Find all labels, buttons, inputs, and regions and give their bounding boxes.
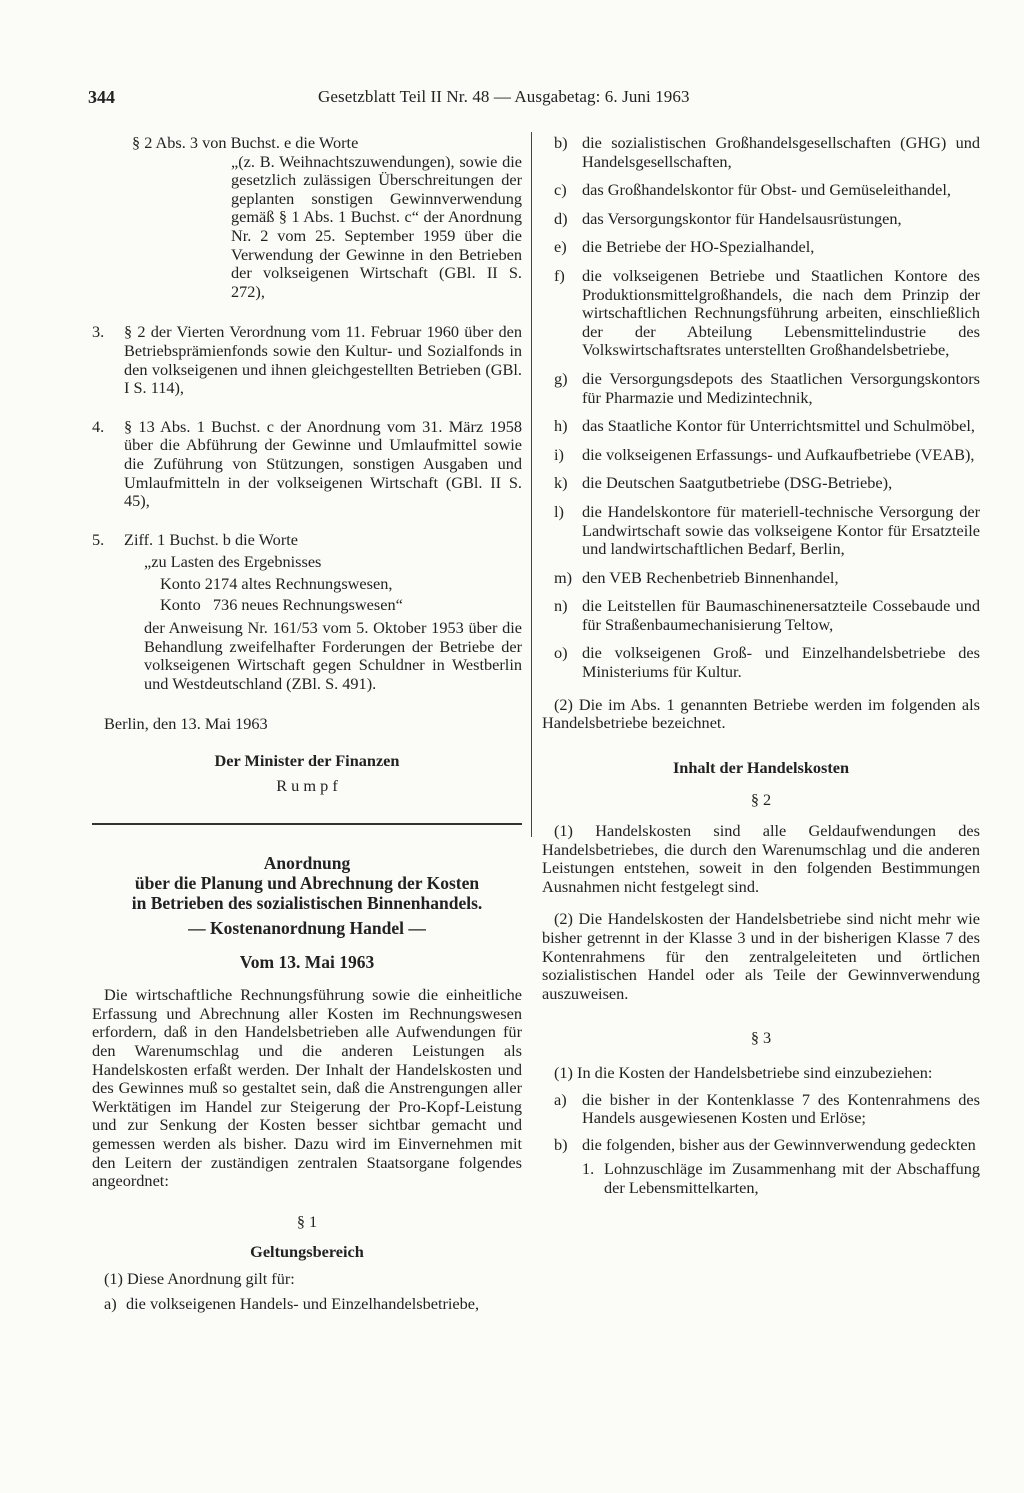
item-text: § 13 Abs. 1 Buchst. c der Anordnung vom 31. März 1958 über die Abführung der Gewinne und Umlaufmittel sowie die Zuführung von Stützungen, sonstigen Ausgaben und Umlaufmitteln in der volkseigenen Wirtschaft (GBl. II S. 45), (124, 416, 522, 511)
list-item (542, 1091, 980, 1128)
section-2: § 2 (750, 790, 772, 810)
ordinance-date: Vom 13. Mai 1963 (239, 952, 375, 973)
item-label: i) (554, 444, 564, 464)
item-text: das Versorgungskontor für Handelsausrüstungen, (582, 208, 902, 228)
quote-line: Konto 736 neues Rechnungswesen“ (160, 595, 403, 615)
section-2-para-1: (1) Handelskosten sind alle Geldaufwendungen des Handelsbetriebes, die durch den Warenumschlag und die anderen Leistungen entstehen, soweit in den folgenden Bestimmungen Ausnahmen nicht festgelegt sind. (542, 821, 980, 896)
item-label: g) (554, 368, 568, 388)
item-label: l) (554, 501, 564, 521)
item-label: a) (554, 1089, 567, 1109)
page-number: 344 (88, 87, 115, 107)
item-label: b) (554, 133, 568, 152)
item-label: a) (104, 1293, 117, 1313)
item-text: die Versorgungsdepots des Staatlichen Versorgungskontors für Pharmazie und Medizintechnik, (582, 368, 980, 407)
list-item (542, 417, 980, 436)
item-text: die volkseigenen Groß- und Einzelhandelsbetriebe des Ministeriums für Kultur. (582, 643, 980, 682)
item5-rest: der Anweisung Nr. 161/53 vom 5. Oktober 1953 über die Behandlung zweifelhafter Forderungen der Betriebe der volkseigenen Wirtschaft gegen Schuldner in Westberlin und Westdeutschland (ZBl. S. 491). (144, 618, 522, 693)
section2-intro: § 2 Abs. 3 von Buchst. e die Worte (132, 133, 359, 152)
item-text: die Leitstellen für Baumaschinenersatzteile Cossebaude und für Straßenbaumechanisierung Teltow, (582, 596, 980, 634)
item-text: die sozialistischen Großhandelsgesellschaften (GHG) und Handelsgesellschaften, (582, 133, 980, 171)
list-item (92, 418, 522, 511)
item-text: die Betriebe der HO-Spezialhandel, (582, 237, 815, 257)
section-3: § 3 (750, 1028, 772, 1048)
list-item (542, 503, 980, 559)
item-label: h) (554, 416, 568, 436)
item-label: e) (554, 237, 567, 257)
place-date: Berlin, den 13. Mai 1963 (104, 714, 268, 734)
list-item (542, 569, 980, 588)
title-line-2: über die Planung und Abrechnung der Kosten (134, 873, 480, 894)
section-1-title: Geltungsbereich (250, 1242, 364, 1262)
list-item (542, 210, 980, 229)
title-line-1: Anordnung (263, 853, 351, 874)
list-item (542, 267, 980, 360)
item-text: die volkseigenen Handels- und Einzelhandelsbetriebe, (126, 1293, 480, 1313)
item-text: Lohnzuschläge im Zusammenhang mit der Abschaffung der Lebensmittelkarten, (604, 1159, 980, 1197)
list-item (542, 238, 980, 257)
item-label: 5. (92, 529, 105, 549)
item-label: 1. (582, 1159, 595, 1179)
quote-line: Konto 2174 altes Rechnungswesen, (160, 573, 393, 593)
item-text: die volkseigenen Erfassungs- und Aufkaufbetriebe (VEAB), (582, 444, 975, 464)
item-label: d) (554, 208, 568, 228)
list-item (92, 1295, 522, 1314)
title-line-4: — Kostenanordnung Handel — (188, 918, 426, 939)
list-item (542, 134, 980, 171)
item-text: den VEB Rechenbetrieb Binnenhandel, (582, 567, 839, 587)
item-label: n) (554, 596, 568, 616)
item-text: das Großhandelskontor für Obst- und Gemüseleithandel, (582, 180, 951, 200)
page-header (88, 88, 986, 110)
section2-quote: „(z. B. Weihnachtszuwendungen), sowie die gesetzlich zulässigen Überschreitungen der geplanten sonstigen Gewinnverwendung gemäß § 1 Abs. 1 Buchst. c“ der Anordnung Nr. 2 vom 25. September 1959 über die Verwendung der Gewinne in den Betrieben der volkseigenen Wirtschaft (GBl. II S. 272), (231, 151, 522, 301)
list-item (92, 531, 522, 550)
item-text: das Staatliche Kontor für Unterrichtsmittel und Schulmöbel, (582, 416, 975, 436)
item-label: 4. (92, 416, 105, 436)
list-item (542, 1136, 980, 1155)
list-item (542, 597, 980, 634)
section-3-para-1: (1) In die Kosten der Handelsbetriebe sind einzubeziehen: (554, 1062, 933, 1082)
item-label: k) (554, 473, 568, 493)
item-text: die bisher in der Kontenklasse 7 des Kontenrahmens des Handels ausgewiesenen Kosten und Erlöse; (582, 1089, 980, 1128)
list-item (542, 474, 980, 493)
right-column (542, 134, 980, 1198)
list-item (542, 1160, 980, 1197)
scope-list (542, 134, 980, 682)
list-item (542, 446, 980, 465)
item-text: die volkseigenen Betriebe und Staatlichen Kontore des Produktionsmittelgroßhandels, die nach dem Prinzip der wirtschaftlichen Rechnungsführung arbeiten, einschließlich der der Abteilung Lebensmittelindustrie des Volkswirtschaftsrates unterstellten Großhandelsbetriebe, (582, 265, 980, 360)
list-item (542, 644, 980, 681)
item-label: 3. (92, 322, 105, 342)
section-1-para-2: (2) Die im Abs. 1 genannten Betriebe werden im folgenden als Handelsbetriebe bezeichnet. (542, 694, 980, 733)
column-divider (531, 132, 532, 837)
list-item (542, 370, 980, 407)
minister-title: Der Minister der Finanzen (214, 751, 400, 771)
list-item (92, 323, 522, 397)
item-label: b) (554, 1134, 568, 1154)
item-label: o) (554, 643, 568, 663)
section-1: § 1 (296, 1211, 318, 1231)
signature: R u m p f (276, 775, 338, 795)
preamble: Die wirtschaftliche Rechnungsführung sowie die einheitliche Erfassung und Abrechnung aller Kosten im Rechnungswesen erfordern, daß in den Handelsbetrieben alle Aufwendungen für den Warenumschlag und die anderen Leistungen als Handelskosten erfaßt werden. Der Inhalt der Handelskosten und des Gewinnes muß so gestaltet sein, daß die Anstrengungen aller Werktätigen im Handel zur Steigerung der Pro-Kopf-Leistung und zur Senkung der Kosten besser sichtbar gemacht und gemessen werden als bisher. Dazu wird im Einvernehmen mit den Leitern der zuständigen zentralen Staatsorgane folgendes angeordnet: (92, 985, 522, 1191)
item-text: die folgenden, bisher aus der Gewinnverwendung gedeckten (582, 1134, 976, 1154)
title-line-3: in Betrieben des sozialistischen Binnenhandels. (131, 893, 483, 914)
item-label: c) (554, 180, 567, 200)
section-1-para-1: (1) Diese Anordnung gilt für: (104, 1268, 295, 1288)
left-column (92, 134, 522, 1313)
section-2-para-2: (2) Die Handelskosten der Handelsbetriebe sind nicht mehr wie bisher getrennt in der Klasse 3 und in der bisherigen Klasse 7 des Kontenrahmens für den zentralgeleiteten und örtlichen sozialistischen Handel oder als Teile der Gewinnverwendung auszuweisen. (542, 909, 980, 1003)
running-title: Gesetzblatt Teil II Nr. 48 — Ausgabetag: 6. Juni 1963 (318, 87, 690, 106)
item-text: die Deutschen Saatgutbetriebe (DSG-Betriebe), (582, 473, 893, 493)
item-text: die Handelskontore für materiell-technische Versorgung der Landwirtschaft sowie das volkseigene Kontor für Ersatzteile und landwirtschaftlichen Bedarf, Berlin, (582, 501, 980, 559)
list-item (542, 181, 980, 200)
item-text: § 2 der Vierten Verordnung vom 11. Februar 1960 über den Betriebsprämienfonds sowie den Kultur- und Sozialfonds in den volkseigenen und ihnen gleichgestellten Betrieben (GBl. I S. 114), (124, 322, 522, 398)
item-label: f) (554, 265, 565, 285)
item-label: m) (554, 567, 573, 587)
quote-line: „zu Lasten des Ergebnisses (144, 552, 322, 572)
item-text: Ziff. 1 Buchst. b die Worte (124, 529, 298, 549)
heading-handelskosten: Inhalt der Handelskosten (672, 757, 850, 777)
